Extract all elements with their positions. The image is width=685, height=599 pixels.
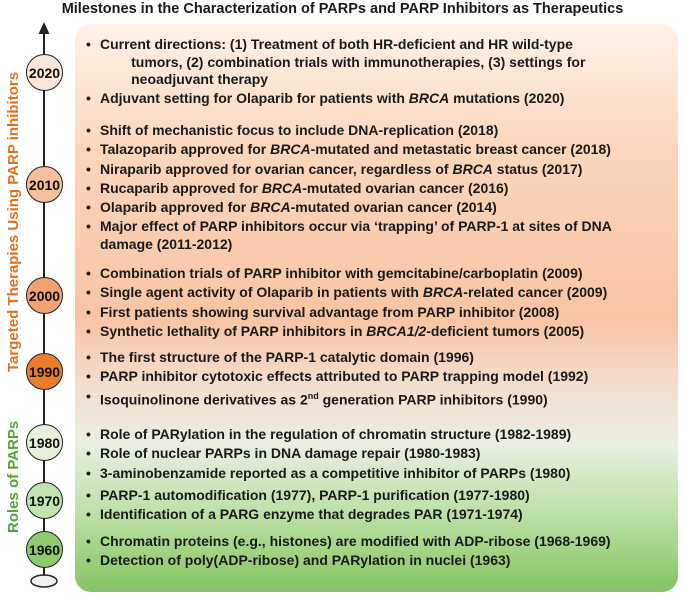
milestone-item: • Combination trials of PARP inhibitor with gemcitabine/carboplatin (2009) (84, 265, 676, 283)
milestone-item: • Single agent activity of Olaparib in patients with BRCA-related cancer (2009) (84, 284, 676, 302)
milestone-item: • Adjuvant setting for Olaparib for patients with BRCA mutations (2020) (84, 90, 676, 108)
side-label-targeted-therapies: Targeted Therapies Using PARP inhibitors (5, 71, 22, 372)
milestone-item: • Chromatin proteins (e.g., histones) are modified with ADP-ribose (1968-1969) (84, 533, 676, 551)
milestone-item: • Niraparib approved for ovarian cancer, regardless of BRCA status (2017) (84, 161, 676, 179)
milestone-item: • Synthetic lethality of PARP inhibitors in BRCA1/2-deficient tumors (2005) (84, 323, 676, 341)
milestone-group-1990 (84, 349, 676, 411)
milestone-group-2010 (84, 122, 676, 255)
milestone-item: • Role of nuclear PARPs in DNA damage repair (1980-1983) (84, 445, 676, 463)
milestone-item: • Talazoparib approved for BRCA-mutated and metastatic breast cancer (2018) (84, 141, 676, 159)
figure-title: Milestones in the Characterization of PARPs and PARP Inhibitors as Therapeutics (61, 1, 624, 17)
milestone-item: • Identification of a PARG enzyme that degrades PAR (1971-1974) (84, 506, 676, 524)
milestone-item: • Isoquinolinone derivatives as 2nd generation PARP inhibitors (1990) (84, 388, 676, 409)
year-marker-2010: 2010 (26, 166, 63, 203)
milestone-item: • PARP-1 automodification (1977), PARP-1 purification (1977-1980) (84, 487, 676, 505)
milestone-item: • Olaparib approved for BRCA-mutated ovarian cancer (2014) (84, 199, 676, 217)
timeline-arrowhead (39, 22, 50, 34)
year-marker-1970: 1970 (26, 482, 63, 519)
milestone-item: • 3-aminobenzamide reported as a competitive inhibitor of PARPs (1980) (84, 465, 676, 483)
milestone-item: • Shift of mechanistic focus to include DNA-replication (2018) (84, 122, 676, 140)
milestone-group-2020 (84, 36, 676, 110)
year-marker-2000: 2000 (26, 277, 63, 314)
milestone-item: • Current directions: (1) Treatment of both HR-deficient and HR wild-type tumors, (2) combination trials with immunotherapies, (3) settings for neoadjuvant therapy (84, 36, 676, 89)
milestone-group-1960 (84, 533, 676, 572)
milestone-item: • First patients showing survival advantage from PARP inhibitor (2008) (84, 304, 676, 322)
milestone-item: • Rucaparib approved for BRCA-mutated ovarian cancer (2016) (84, 180, 676, 198)
milestone-item: • Major effect of PARP inhibitors occur via ‘trapping’ of PARP-1 at sites of DNA damage (2011-2012) (84, 218, 676, 253)
year-marker-1980: 1980 (26, 424, 63, 461)
milestone-group-1970 (84, 487, 676, 526)
milestone-group-2000 (84, 265, 676, 342)
timeline-base (31, 575, 57, 587)
year-marker-1960: 1960 (26, 531, 63, 568)
year-marker-1990: 1990 (26, 353, 63, 390)
milestone-item: • The first structure of the PARP-1 catalytic domain (1996) (84, 349, 676, 367)
milestone-item: • Role of PARylation in the regulation of chromatin structure (1982-1989) (84, 426, 676, 444)
milestone-group-1980 (84, 426, 676, 484)
milestone-item: • Detection of poly(ADP-ribose) and PARylation in nuclei (1963) (84, 552, 676, 570)
side-label-roles-of-parps: Roles of PARPs (5, 420, 22, 533)
year-marker-2020: 2020 (26, 54, 63, 91)
milestone-item: • PARP inhibitor cytotoxic effects attributed to PARP trapping model (1992) (84, 368, 676, 386)
